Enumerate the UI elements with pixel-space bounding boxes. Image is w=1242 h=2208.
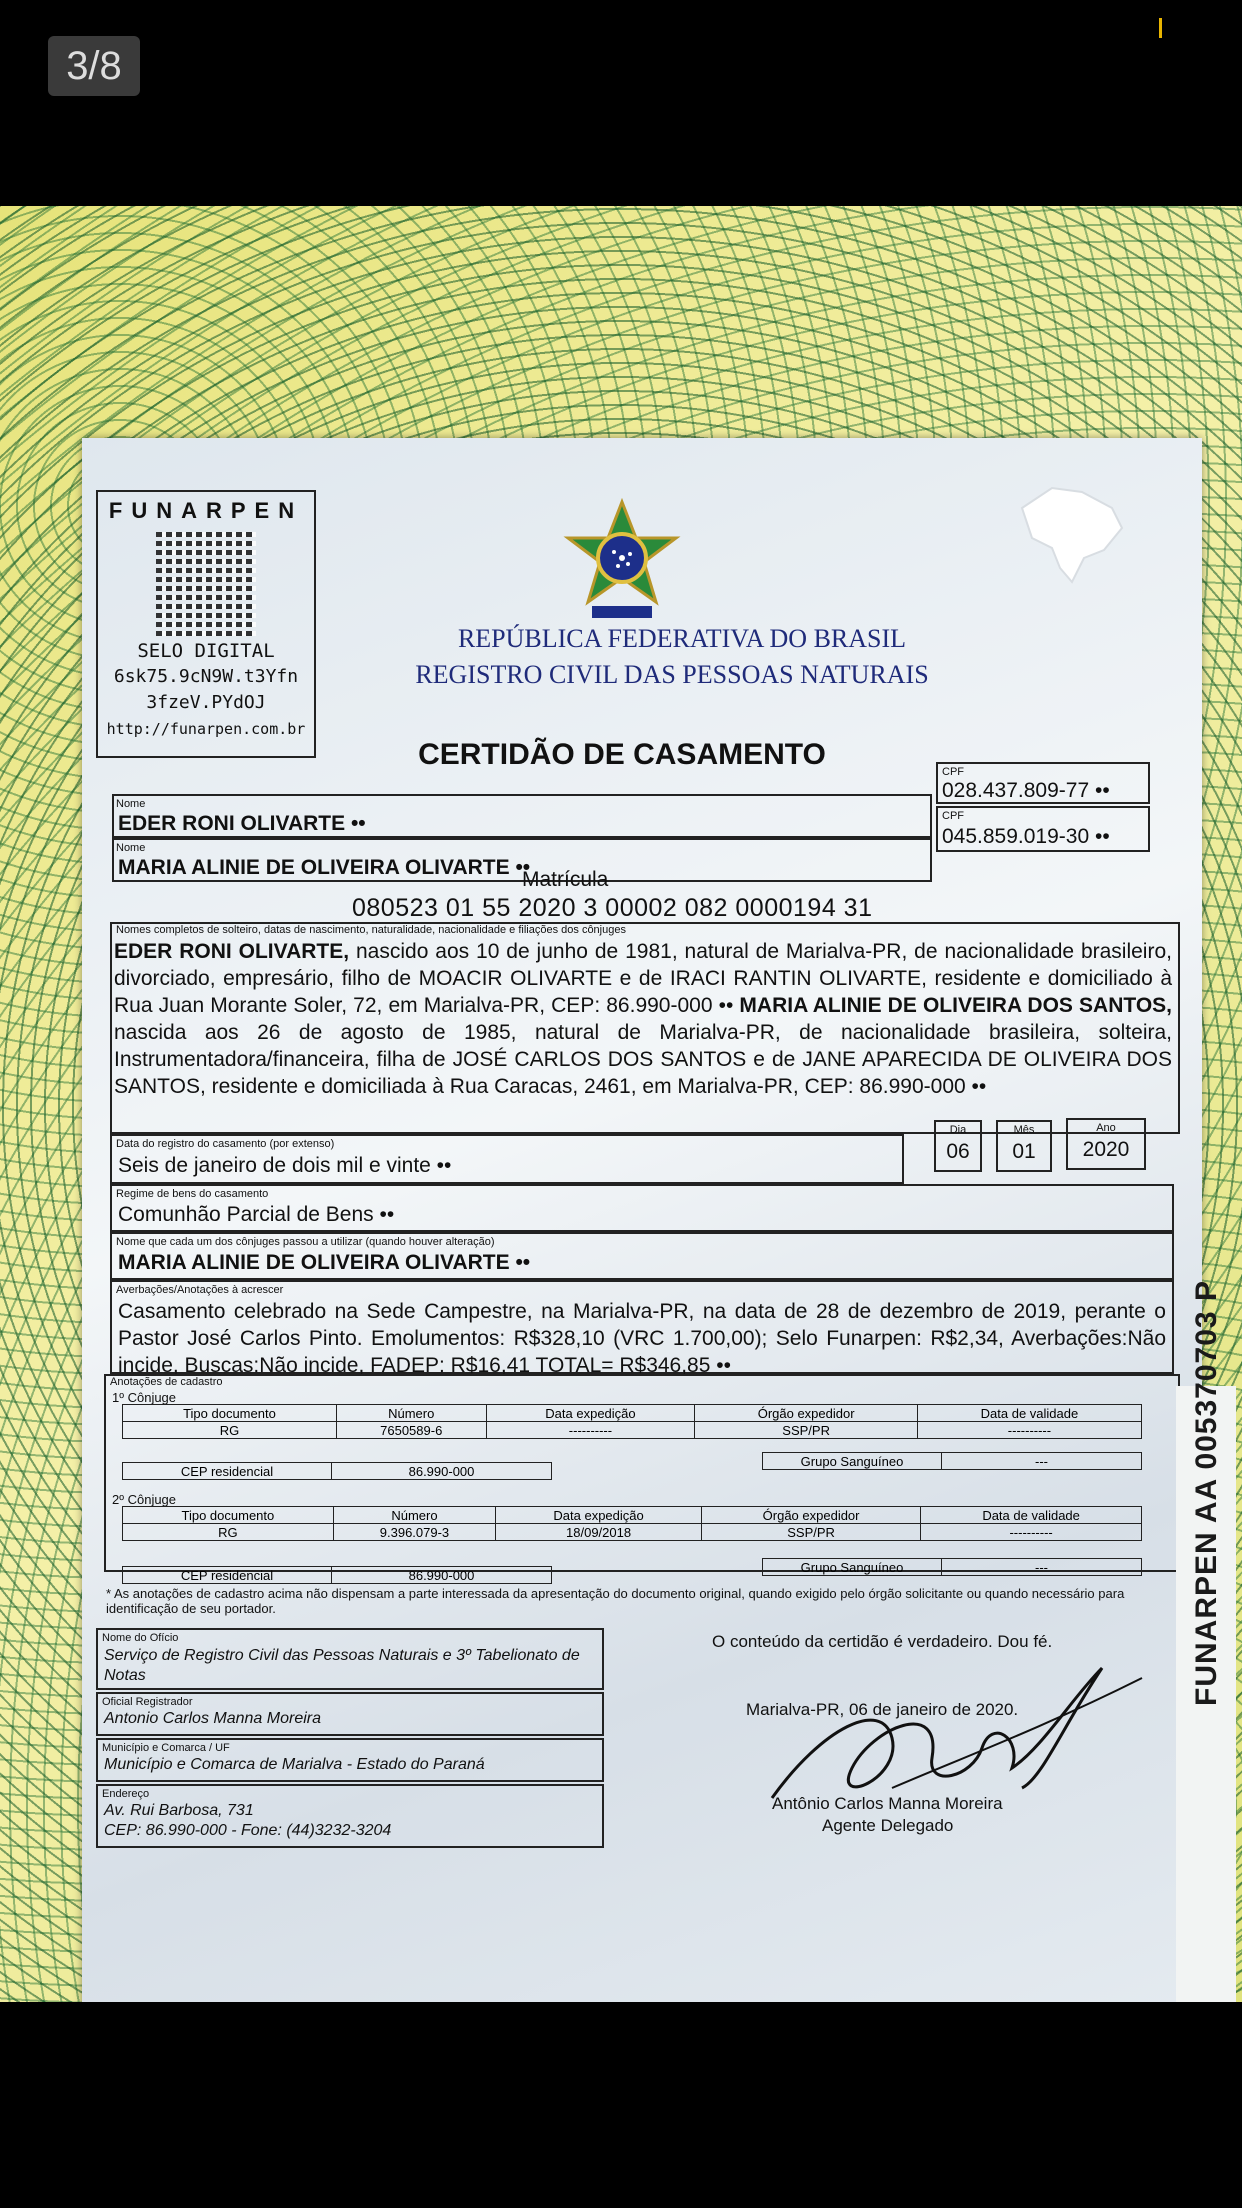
spouse2-blood-table [762, 1558, 1142, 1576]
cadastro-label: Anotações de cadastro [110, 1376, 223, 1388]
digital-seal-box [96, 490, 316, 758]
attestation-statement: O conteúdo da certidão é verdadeiro. Dou fé. [712, 1632, 1053, 1651]
spouse1-doc-validity: ---------- [917, 1422, 1141, 1439]
spouse2-cep-table [122, 1566, 552, 1584]
funarpen-stamp-text: FUNARPEN AA 005370703 P [1190, 1280, 1223, 1706]
seal-code-2: 3fzeV.PYdOJ [146, 692, 266, 713]
municipality-label: Município e Comarca / UF [102, 1742, 230, 1754]
registration-date-label: Data do registro do casamento (por extenso) [116, 1138, 335, 1150]
address-line2: CEP: 86.990-000 - Fone: (44)3232-3204 [104, 1822, 392, 1839]
header-date: Data expedição [486, 1405, 695, 1422]
spouse2-cep-label: CEP residencial [123, 1567, 332, 1584]
seal-code-1: 6sk75.9cN9W.t3Yfn [113, 666, 299, 687]
spouse1-doc-org: SSP/PR [695, 1422, 918, 1439]
office-name-label: Nome do Ofício [102, 1632, 179, 1644]
place-date: Marialva-PR, 06 de janeiro de 2020. [746, 1700, 1019, 1719]
spouse1-cpf: 028.437.809-77 •• [942, 779, 1110, 802]
spouse1-full-name: EDER RONI OLIVARTE, [114, 940, 350, 963]
spouse2-details: nascida aos 26 de agosto de 1985, natural de Marialva-PR, de nacionalidade brasileira, solteira, Instrumentadora/financeira, filha de JOSÉ CARLOS DOS SANTOS e de JANE APARECIDA DE OLIVEIRA DOS SANTOS, residente e domiciliada à Rua Caracas, 2461, em Marialva-PR, CEP: 86.990-000 •• [114, 1021, 1172, 1098]
annotations-value: Casamento celebrado na Sede Campestre, na Marialva-PR, na data de 28 de dezembro de 2019, perante o Pastor José Carlos Pinto. Emolumentos: R$328,10 (VRC 1.700,00); Selo Funarpen: R$2,34, Averbações:Não incide, Buscas:Não incide, FADEP: R$16,41 TOTAL= R$346,85 •• [118, 1300, 1166, 1377]
signer-role: Agente Delegado [822, 1816, 954, 1835]
spouse1-name-box [112, 794, 932, 838]
month-box [996, 1120, 1052, 1172]
spouse1-doc-table [122, 1404, 1142, 1439]
municipality: Município e Comarca de Marialva - Estado do Paraná [104, 1756, 485, 1773]
spouse2-doc-table [122, 1506, 1142, 1541]
office-name: Serviço de Registro Civil das Pessoas Naturais e 3º Tabelionato de Notas [104, 1647, 580, 1684]
year-label: Ano [1096, 1122, 1116, 1134]
header-number: Número [333, 1507, 495, 1524]
spouse1-cadastro-label: 1º Cônjuge [112, 1390, 177, 1405]
viewer-counter: 3/8 [48, 36, 140, 96]
spouse1-blood-label: Grupo Sanguíneo [763, 1453, 942, 1470]
registration-date-box [110, 1134, 904, 1184]
spouse1-doc-number: 7650589-6 [336, 1422, 486, 1439]
spouse2-doc-date: 18/09/2018 [496, 1524, 702, 1541]
spouse2-cpf: 045.859.019-30 •• [942, 825, 1110, 848]
spouse2-cadastro-label: 2º Cônjuge [112, 1492, 177, 1507]
annotations-box [110, 1280, 1174, 1377]
spouse2-cep: 86.990-000 [332, 1567, 552, 1584]
spouse2-full-name: MARIA ALINIE DE OLIVEIRA DOS SANTOS, [739, 994, 1172, 1017]
year-value: 2020 [1082, 1138, 1130, 1161]
spouse2-doc-type: RG [123, 1524, 334, 1541]
regime-box [110, 1184, 1174, 1232]
address-line1: Av. Rui Barbosa, 731 [104, 1802, 254, 1819]
regime-label: Regime de bens do casamento [116, 1188, 269, 1200]
qualification-label: Nomes completos de solteiro, datas de nascimento, naturalidade, nacionalidade e filiações dos cônjuges [116, 924, 626, 936]
address-label: Endereço [102, 1788, 150, 1800]
seal-url: http://funarpen.com.br [106, 720, 306, 738]
registration-date: Seis de janeiro de dois mil e vinte •• [118, 1154, 452, 1177]
header-org: Órgão expedidor [695, 1405, 918, 1422]
spouse1-doc-type: RG [123, 1422, 337, 1439]
qr-code-icon [156, 530, 256, 636]
republic-heading: REPÚBLICA FEDERATIVA DO BRASIL [457, 624, 907, 653]
municipality-box [96, 1738, 604, 1782]
certificate-paper [82, 438, 1202, 2002]
spouse1-blood-table [762, 1452, 1142, 1470]
day-box [934, 1120, 982, 1172]
name-after-value: MARIA ALINIE DE OLIVEIRA OLIVARTE •• [118, 1251, 531, 1274]
seal-label: SELO DIGITAL [137, 640, 275, 662]
spouse2-doc-org: SSP/PR [701, 1524, 920, 1541]
office-name-box [96, 1628, 604, 1690]
spouse2-cpf-label: CPF [942, 810, 964, 822]
spouse1-doc-date: ---------- [486, 1422, 695, 1439]
spouse1-name-label: Nome [116, 798, 146, 810]
name-after-box [110, 1232, 1174, 1280]
spouse2-name-label: Nome [116, 842, 146, 854]
cadastro-note: * As anotações de cadastro acima não dispensam a parte interessada da apresentação do documento original, quando exigido pelo órgão solicitante ou quando necessário para identificação de seu portador. [106, 1586, 1125, 1616]
header-type: Tipo documento [123, 1507, 334, 1524]
month-value: 01 [1012, 1140, 1036, 1163]
spouse1-cep-table [122, 1462, 552, 1480]
address-box [96, 1784, 604, 1848]
matricula-number: 080523 01 55 2020 3 00002 082 0000194 31 [352, 894, 873, 922]
spouse1-cep: 86.990-000 [332, 1463, 552, 1480]
header-validity: Data de validade [921, 1507, 1142, 1524]
spouse2-doc-number: 9.396.079-3 [333, 1524, 495, 1541]
header-validity: Data de validade [917, 1405, 1141, 1422]
regime-value: Comunhão Parcial de Bens •• [118, 1203, 395, 1226]
brazil-map-icon [1012, 478, 1132, 588]
header-number: Número [336, 1405, 486, 1422]
header-type: Tipo documento [123, 1405, 337, 1422]
spouse1-cep-label: CEP residencial [123, 1463, 332, 1480]
spouse1-name: EDER RONI OLIVARTE •• [118, 812, 366, 835]
seal-brand: FUNARPEN [108, 498, 304, 523]
annotations-label: Averbações/Anotações à acrescer [116, 1284, 284, 1296]
status-indicator [1159, 18, 1162, 38]
name-after-label: Nome que cada um dos cônjuges passou a utilizar (quando houver alteração) [116, 1236, 495, 1248]
day-value: 06 [946, 1140, 970, 1163]
registry-heading: REGISTRO CIVIL DAS PESSOAS NATURAIS [415, 660, 929, 689]
spouse2-blood: --- [942, 1559, 1142, 1576]
year-box [1066, 1118, 1146, 1170]
spouse1-details: nascido aos 10 de junho de 1981, natural de Marialva-PR, de nacionalidade brasileiro, divorciado, empresário, filho de MOACIR OLIVARTE e de IRACI RANTIN OLIVARTE, residente e domiciliado à Rua Juan Morante Soler, 72, em Marialva-PR, CEP: 86.990-000 •• [114, 940, 1172, 1017]
header-org: Órgão expedidor [701, 1507, 920, 1524]
document-title: CERTIDÃO DE CASAMENTO [418, 738, 826, 771]
registrar-label: Oficial Registrador [102, 1696, 193, 1708]
spouse2-name: MARIA ALINIE DE OLIVEIRA OLIVARTE •• [118, 856, 531, 879]
registrar-name: Antonio Carlos Manna Moreira [104, 1710, 321, 1727]
spouse1-cpf-label: CPF [942, 766, 964, 778]
spouse2-doc-validity: ---------- [921, 1524, 1142, 1541]
coat-of-arms-icon [562, 498, 682, 628]
spouse2-cpf-box [936, 806, 1150, 852]
signer-name: Antônio Carlos Manna Moreira [772, 1794, 1003, 1813]
qualification-text [114, 938, 1172, 1100]
document-photo [0, 206, 1242, 2002]
spouse1-cpf-box [936, 762, 1150, 804]
registrar-box [96, 1692, 604, 1736]
spouse1-blood: --- [942, 1453, 1142, 1470]
month-label: Mês [1013, 1124, 1035, 1136]
spouse2-blood-label: Grupo Sanguíneo [763, 1559, 942, 1576]
header-date: Data expedição [496, 1507, 702, 1524]
day-label: Dia [949, 1124, 967, 1136]
matricula-label: Matrícula [522, 868, 609, 891]
